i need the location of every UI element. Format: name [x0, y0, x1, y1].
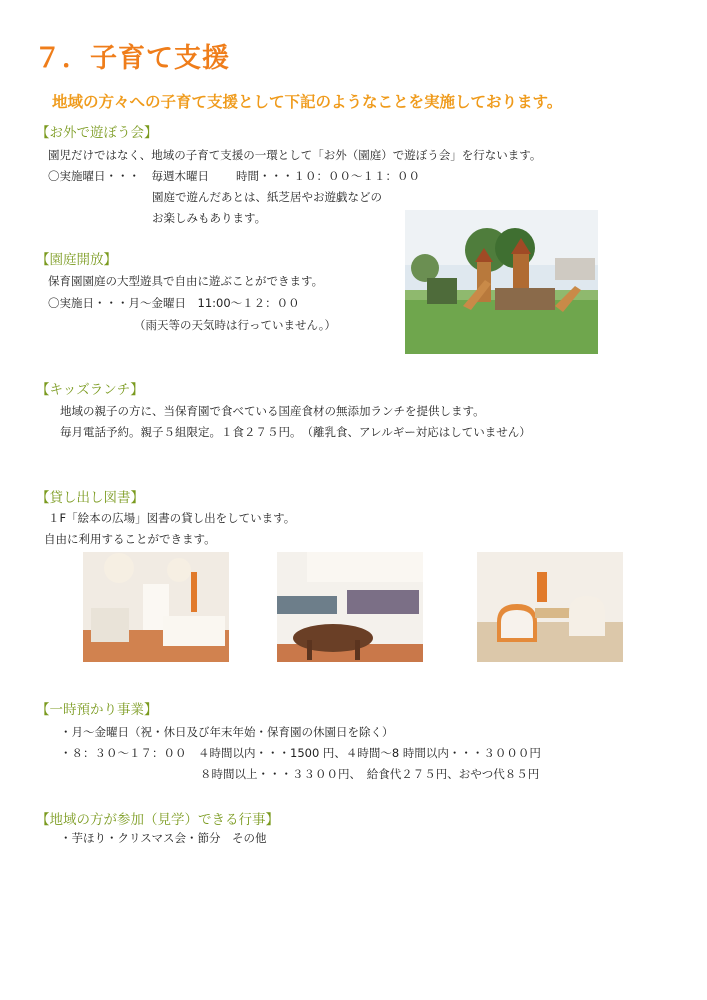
garden-line-3: （雨天等の天気時は行っていません。）: [134, 318, 336, 332]
outdoor-line-1: 園児だけではなく、地域の子育て支援の一環として「お外（園庭）で遊ぼう会」を行ないます。: [48, 148, 542, 162]
garden-line-1: 保育園園庭の大型遊具で自由に遊ぶことができます。: [48, 274, 324, 288]
section-heading-books: 【貸し出し図書】: [36, 490, 144, 506]
temp-line-1: ・月～金曜日（祝・休日及び年末年始・保育園の休園日を除く）: [60, 725, 394, 739]
temp-line-2: ・８：３０～１７：００ ４時間以内・・・1500 円、４時間～8 時間以内・・・３０００円: [60, 746, 541, 760]
section-heading-events: 【地域の方が参加（見学）できる行事】: [36, 812, 279, 828]
garden-line-2: 〇実施日・・・月～金曜日 11:00～１２：００: [48, 296, 300, 310]
books-line-1: １F「絵本の広場」図書の貸し出をしています。: [48, 511, 296, 525]
outdoor-day: 〇実施曜日・・・ 毎週木曜日: [48, 169, 209, 183]
books-line-2: 自由に利用することができます。: [44, 532, 216, 546]
temp-line-3: ８時間以上・・・３３００円、 給食代２７５円、おやつ代８５円: [200, 767, 540, 781]
events-line-1: ・芋ほり・クリスマス会・節分 その他: [60, 831, 267, 845]
outdoor-line-4: お楽しみもあります。: [152, 211, 267, 225]
section-heading-lunch: 【キッズランチ】: [36, 382, 144, 398]
section-heading-temp: 【一時預かり事業】: [36, 702, 158, 718]
library-photo-2: [277, 552, 423, 662]
outdoor-time: 時間・・・１０：００～１１：００: [236, 169, 420, 183]
library-photo-3: [477, 552, 623, 662]
page-title: ７．子育て支援: [34, 43, 230, 74]
section-heading-garden: 【園庭開放】: [36, 252, 117, 268]
lunch-line-1: 地域の親子の方に、当保育園で食べている国産食材の無添加ランチを提供します。: [60, 404, 485, 418]
playground-photo: [405, 210, 598, 354]
outdoor-line-3: 園庭で遊んだあとは、紙芝居やお遊戯などの: [152, 190, 382, 204]
section-heading-outdoor: 【お外で遊ぼう会】: [36, 125, 158, 141]
library-photo-1: [83, 552, 229, 662]
page-subtitle: 地域の方々への子育て支援として下記のようなことを実施しております。: [52, 93, 563, 111]
lunch-line-2: 毎月電話予約。親子５組限定。１食２７５円。 （離乳食、アレルギー対応はしていません）: [60, 425, 531, 439]
